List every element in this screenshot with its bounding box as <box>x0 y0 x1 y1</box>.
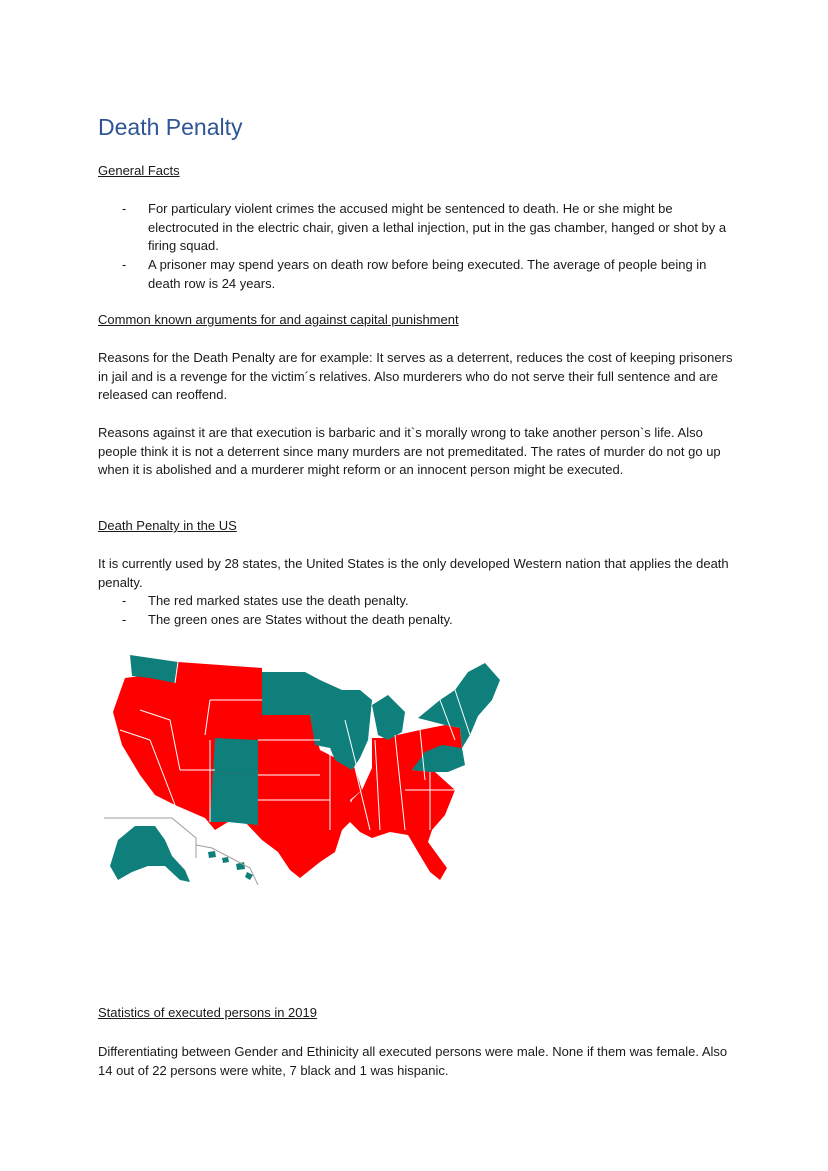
bullet-text: The red marked states use the death penalty. <box>148 593 409 608</box>
bullet-text: For particulary violent crimes the accused might be sentenced to death. He or she might be electrocuted in the electric chair, given a lethal injection, put in the gas chamber, hanged or shot by a firing squad. <box>148 201 727 254</box>
list-item <box>122 256 734 293</box>
general-facts-heading: General Facts <box>98 163 180 178</box>
arguments-against-paragraph: Reasons against it are that execution is barbaric and it`s morally wrong to take another person`s life. Also people think it is not a deterrent since many murders are not premeditated. The rates of murder do not go up when it is abolished and a murderer might reform or an innocent person might be executed. <box>98 425 721 478</box>
bullet-dash: - <box>122 593 127 608</box>
bullet-dash: - <box>122 201 127 216</box>
green-state-hawaii-1 <box>208 851 216 858</box>
list-item <box>122 592 734 611</box>
bullet-dash: - <box>122 257 127 272</box>
green-state-colorado <box>213 738 258 775</box>
green-state-michigan <box>372 695 405 740</box>
us-death-penalty-map <box>104 647 508 889</box>
bullet-dash: - <box>122 612 127 627</box>
page-title: Death Penalty <box>98 114 243 140</box>
us-section-heading: Death Penalty in the US <box>98 518 237 533</box>
arguments-for-paragraph: Reasons for the Death Penalty are for example: It serves as a deterrent, reduces the cost of keeping prisoners in jail and is a revenge for the victim´s relatives. Also murderers who do not serve their full sentence and are released can reoffend. <box>98 350 733 403</box>
bullet-text: The green ones are States without the death penalty. <box>148 612 453 627</box>
statistics-paragraph: Differentiating between Gender and Ethinicity all executed persons were male. None if them was female. Also 14 out of 22 persons were white, 7 black and 1 was hispanic. <box>98 1044 728 1078</box>
green-state-hawaii-2 <box>222 857 229 863</box>
arguments-heading: Common known arguments for and against capital punishment <box>98 312 459 327</box>
us-intro-paragraph: It is currently used by 28 states, the United States is the only developed Western nation that applies the death penalty. <box>98 556 729 590</box>
list-item <box>122 611 734 630</box>
list-item <box>122 200 734 256</box>
green-state-hawaii-4 <box>245 872 253 880</box>
statistics-heading: Statistics of executed persons in 2019 <box>98 1005 317 1020</box>
green-state-new-mexico <box>210 772 258 825</box>
green-state-alaska <box>110 826 190 882</box>
bullet-text: A prisoner may spend years on death row before being executed. The average of people being in death row is 24 years. <box>148 257 707 291</box>
